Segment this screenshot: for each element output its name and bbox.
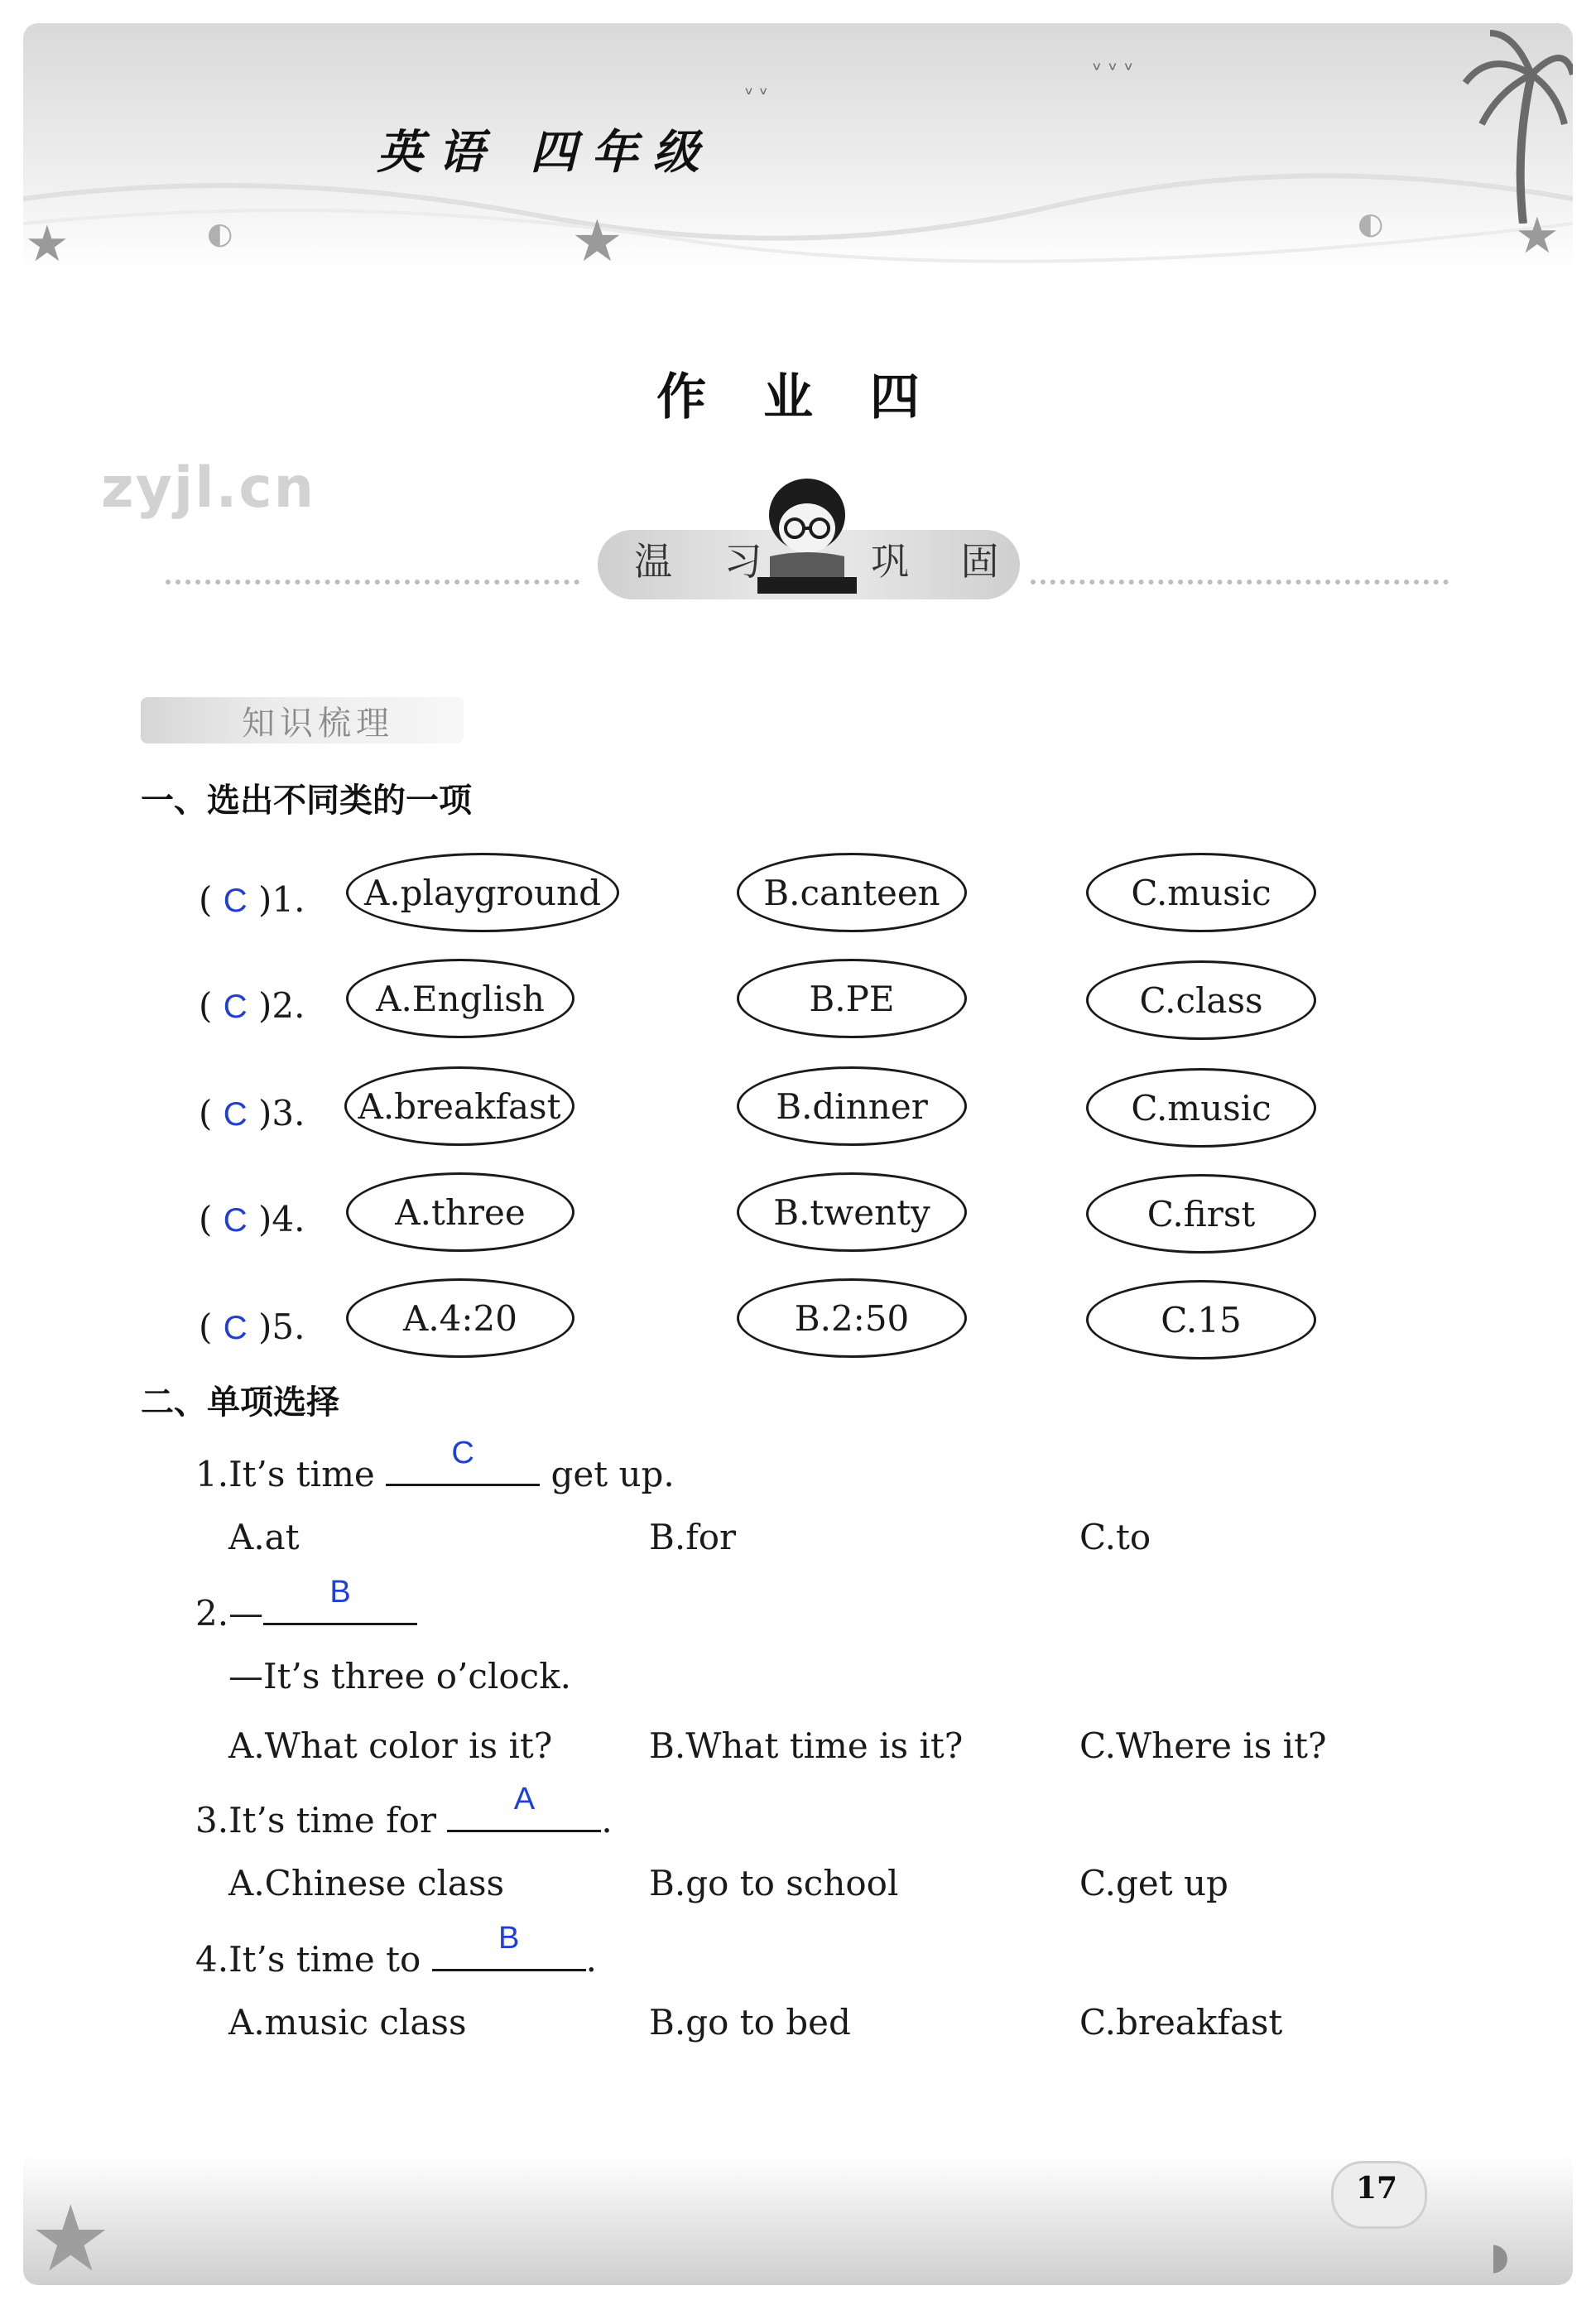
option-oval: B.twenty [737, 1172, 967, 1252]
part1-heading: 一、选出不同类的一项 [141, 782, 472, 820]
shell-icon: ◐ [1358, 207, 1384, 241]
answer-blank: C [386, 1447, 540, 1486]
option-oval: B.2:50 [737, 1278, 967, 1358]
part2-heading: 二、单项选择 [141, 1383, 339, 1422]
answer-letter: C [223, 1096, 248, 1133]
banner-dotted-line-right [1031, 580, 1449, 585]
answer-letter: C [223, 989, 248, 1025]
option-oval: A.English [346, 959, 574, 1038]
banner-label-left: 温 习 [634, 539, 782, 584]
choice-option: B.What time is it? [649, 1725, 964, 1766]
option-oval: C.first [1086, 1174, 1316, 1254]
option-oval: A.breakfast [344, 1066, 574, 1146]
question-stem: 2.— B [195, 1586, 417, 1634]
option-oval: C.music [1086, 1068, 1316, 1148]
choice-option: C.to [1079, 1517, 1151, 1557]
part1-row-label: ( C )2. [199, 985, 305, 1026]
starfish-icon: ★ [1515, 207, 1560, 265]
banner-dotted-line-left [166, 580, 579, 585]
answer-letter: C [223, 1310, 248, 1346]
question-stem: 1.It’s time C get up. [195, 1436, 675, 1494]
answer-blank: B [263, 1586, 417, 1625]
palm-tree-icon [1457, 25, 1573, 224]
answer-blank: A [447, 1793, 601, 1832]
starfish-icon: ★ [30, 2186, 112, 2292]
option-oval: A.playground [346, 853, 619, 932]
option-oval: B.dinner [737, 1066, 967, 1146]
seagull-icon: ᵛ ᵛ ᵛ [1093, 58, 1134, 83]
shell-icon: ◗ [1490, 2235, 1510, 2278]
option-oval: A.4:20 [346, 1278, 574, 1358]
part1-row-label: ( C )4. [199, 1199, 305, 1239]
question-stem: 3.It’s time for A . [195, 1782, 613, 1841]
part1-row-label: ( C )1. [199, 879, 305, 920]
starfish-icon: ★ [571, 207, 623, 275]
part1-row-label: ( C )3. [199, 1093, 305, 1133]
header-wave-decoration [23, 166, 1573, 273]
choice-option: A.Chinese class [228, 1863, 505, 1903]
option-oval: C.music [1086, 853, 1316, 932]
option-oval: C.class [1086, 960, 1316, 1040]
option-oval: B.canteen [737, 853, 967, 932]
knowledge-tag: 知识梳理 [242, 705, 394, 743]
option-oval: C.15 [1086, 1280, 1316, 1359]
option-oval: A.three [346, 1172, 574, 1252]
choice-option: A.at [228, 1517, 300, 1557]
shell-icon: ◐ [207, 217, 233, 251]
starfish-icon: ★ [25, 215, 70, 273]
homework-title: 作 业 四 [656, 368, 940, 426]
answer-blank: B [432, 1932, 586, 1971]
choice-option: A.What color is it? [228, 1725, 553, 1766]
choice-option: C.Where is it? [1079, 1725, 1327, 1766]
watermark: zyjl.cn [101, 455, 316, 521]
choice-option: C.breakfast [1079, 2002, 1283, 2043]
banner-label-right: 巩 固 [871, 539, 1019, 584]
page-number: 17 [1355, 2171, 1398, 2206]
question-stem: 4.It’s time to B . [195, 1921, 598, 1980]
choice-option: B.go to school [649, 1863, 899, 1903]
answer-letter: C [223, 1202, 248, 1239]
option-oval: B.PE [737, 959, 967, 1038]
part1-row-label: ( C )5. [199, 1306, 305, 1347]
choice-option: C.get up [1079, 1863, 1228, 1903]
seagull-icon: ᵛ ᵛ [745, 83, 768, 106]
book-title: 英语 四年级 [377, 126, 714, 180]
choice-option: B.go to bed [649, 2002, 851, 2043]
question-reply: —It’s three o’clock. [228, 1656, 571, 1696]
choice-option: B.for [649, 1517, 737, 1557]
answer-letter: C [223, 883, 248, 919]
choice-option: A.music class [228, 2002, 467, 2043]
